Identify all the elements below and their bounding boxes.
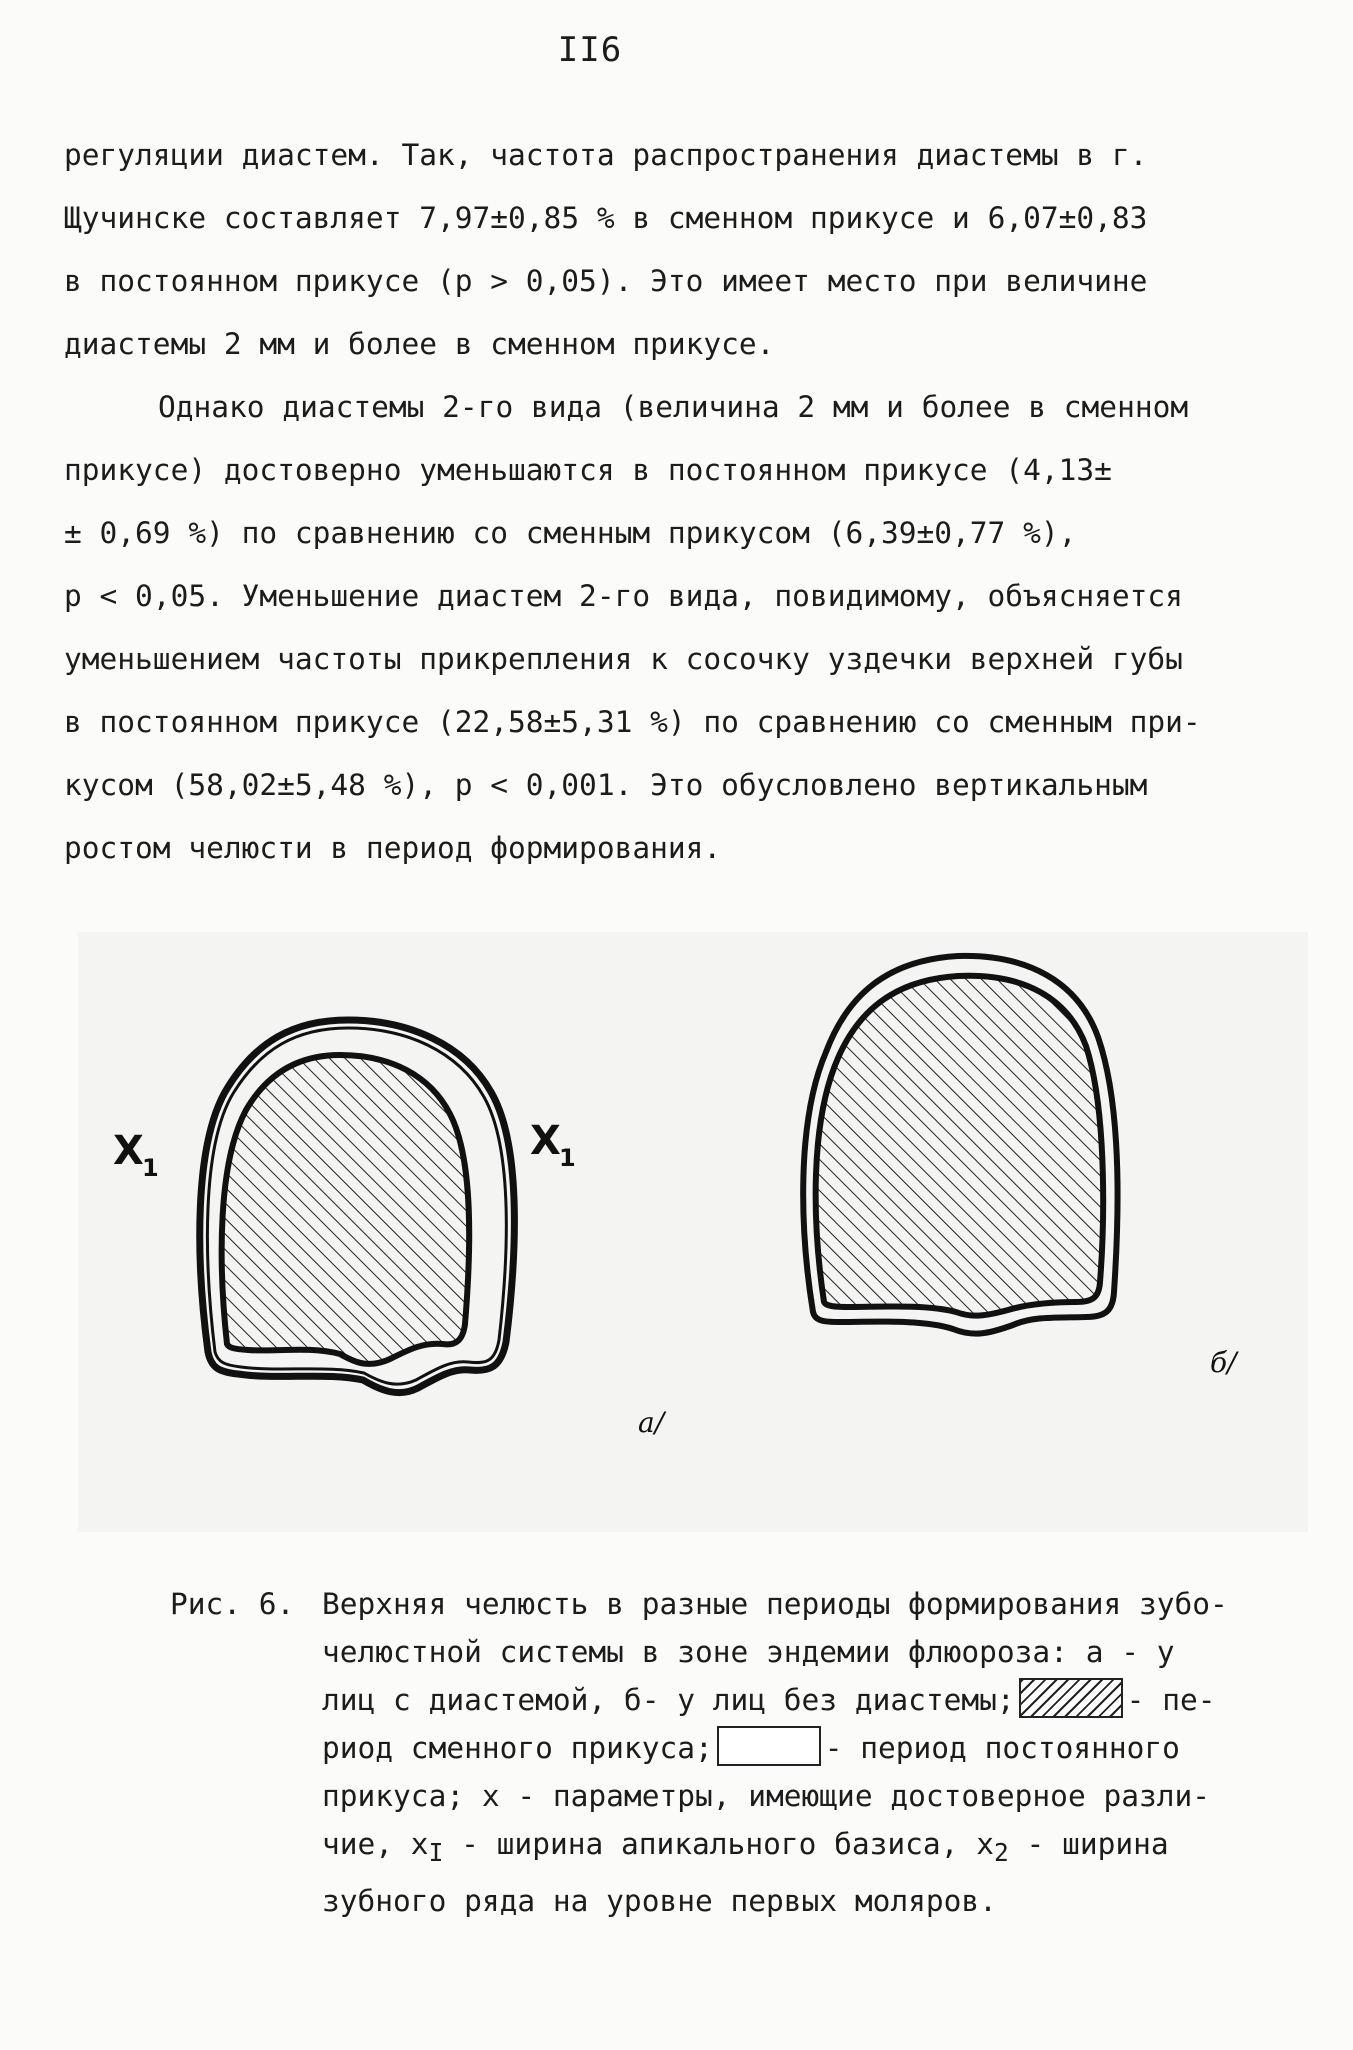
text-line: диастемы 2 мм и более в сменном прикусе. [64,327,775,361]
text-span: 0,85 % в сменном прикусе и 6,07 [508,201,1059,235]
label-x1-right: X [530,1118,561,1164]
text-span: чие, х [322,1827,429,1861]
plus-minus-sign: ± [1058,201,1077,235]
jaw-outline-a [200,1020,515,1393]
text-span: риод сменного прикуса; [322,1731,713,1765]
legend-hatched-swatch [1019,1678,1123,1718]
body-text [64,124,1289,880]
text-line: в постоянном прикусе (р > 0,05). Это имеет место при величине [64,264,1148,298]
text-span: - ширина апикального базиса, х [443,1827,994,1861]
text-span: Щучинске составляет 7,97 [64,201,491,235]
jaw-outline-b [803,956,1117,1334]
label-x1-left-sub: 1 [142,1154,159,1182]
inner-arch-b-hatched [816,976,1103,1316]
text-line: р < 0,05. Уменьшение диастем 2-го вида, повидимому, объясняется [64,579,1183,613]
label-x1-right-sub: 1 [559,1144,576,1172]
figure-caption [170,1580,1310,1925]
label-x1-left: X [113,1128,144,1174]
jaw-diagram [78,932,1308,1532]
text-span: - период постоянного [824,1731,1180,1765]
text-span: - ширина [1008,1827,1169,1861]
text-line: уменьшением частоты прикрепления к сосочку уздечки верхней губы [64,642,1183,676]
text-line [64,187,1289,250]
caption-line: Верхняя челюсть в разные периоды формирования зубо- [322,1587,1228,1621]
page-number: II6 [557,30,623,70]
text-line: кусом (58,02±5,48 %), р < 0,001. Это обусловлено вертикальным [64,768,1148,802]
caption-text [322,1580,1310,1925]
text-span: - пе- [1126,1683,1216,1717]
inner-arch-a-hatched [222,1055,470,1364]
caption-line [322,1820,1310,1877]
label-a: а/ [638,1406,665,1439]
caption-line [322,1724,1310,1772]
caption-line: зубного ряда на уровне первых моляров. [322,1883,997,1918]
jaw-figure [78,932,1308,1532]
paragraph-2 [64,376,1289,880]
text-span: 0,83 [1076,201,1148,235]
text-line: регуляции диастем. Так, частота распространения диастемы в г. [64,138,1148,172]
legend-empty-swatch [717,1726,821,1766]
plus-minus-sign: ± [490,201,509,235]
text-line: прикусе) достоверно уменьшаются в постоянном прикусе (4,13± [64,453,1112,487]
caption-line: прикуса; х - параметры, имеющие достоверное разли- [322,1779,1211,1813]
caption-line [322,1676,1310,1724]
paragraph-1 [64,124,1289,376]
subscript: 2 [993,1837,1009,1867]
caption-label: Рис. 6. [170,1587,295,1621]
text-line: ростом челюсти в период формирования. [64,831,722,865]
text-line: Однако диастемы 2-го вида (величина 2 мм и более в сменном [158,390,1189,424]
text-line: в постоянном прикусе (22,58±5,31 %) по сравнению со сменным при- [64,705,1201,739]
label-b: б/ [1210,1346,1237,1379]
text-line: ± 0,69 %) по сравнению со сменным прикусом (6,39±0,77 %), [64,516,1077,550]
caption-line: челюстной системы в зоне эндемии флюороза: а - у [322,1635,1175,1669]
text-span: лиц с диастемой, б- у лиц без диастемы; [322,1683,1015,1717]
subscript: I [428,1837,444,1867]
